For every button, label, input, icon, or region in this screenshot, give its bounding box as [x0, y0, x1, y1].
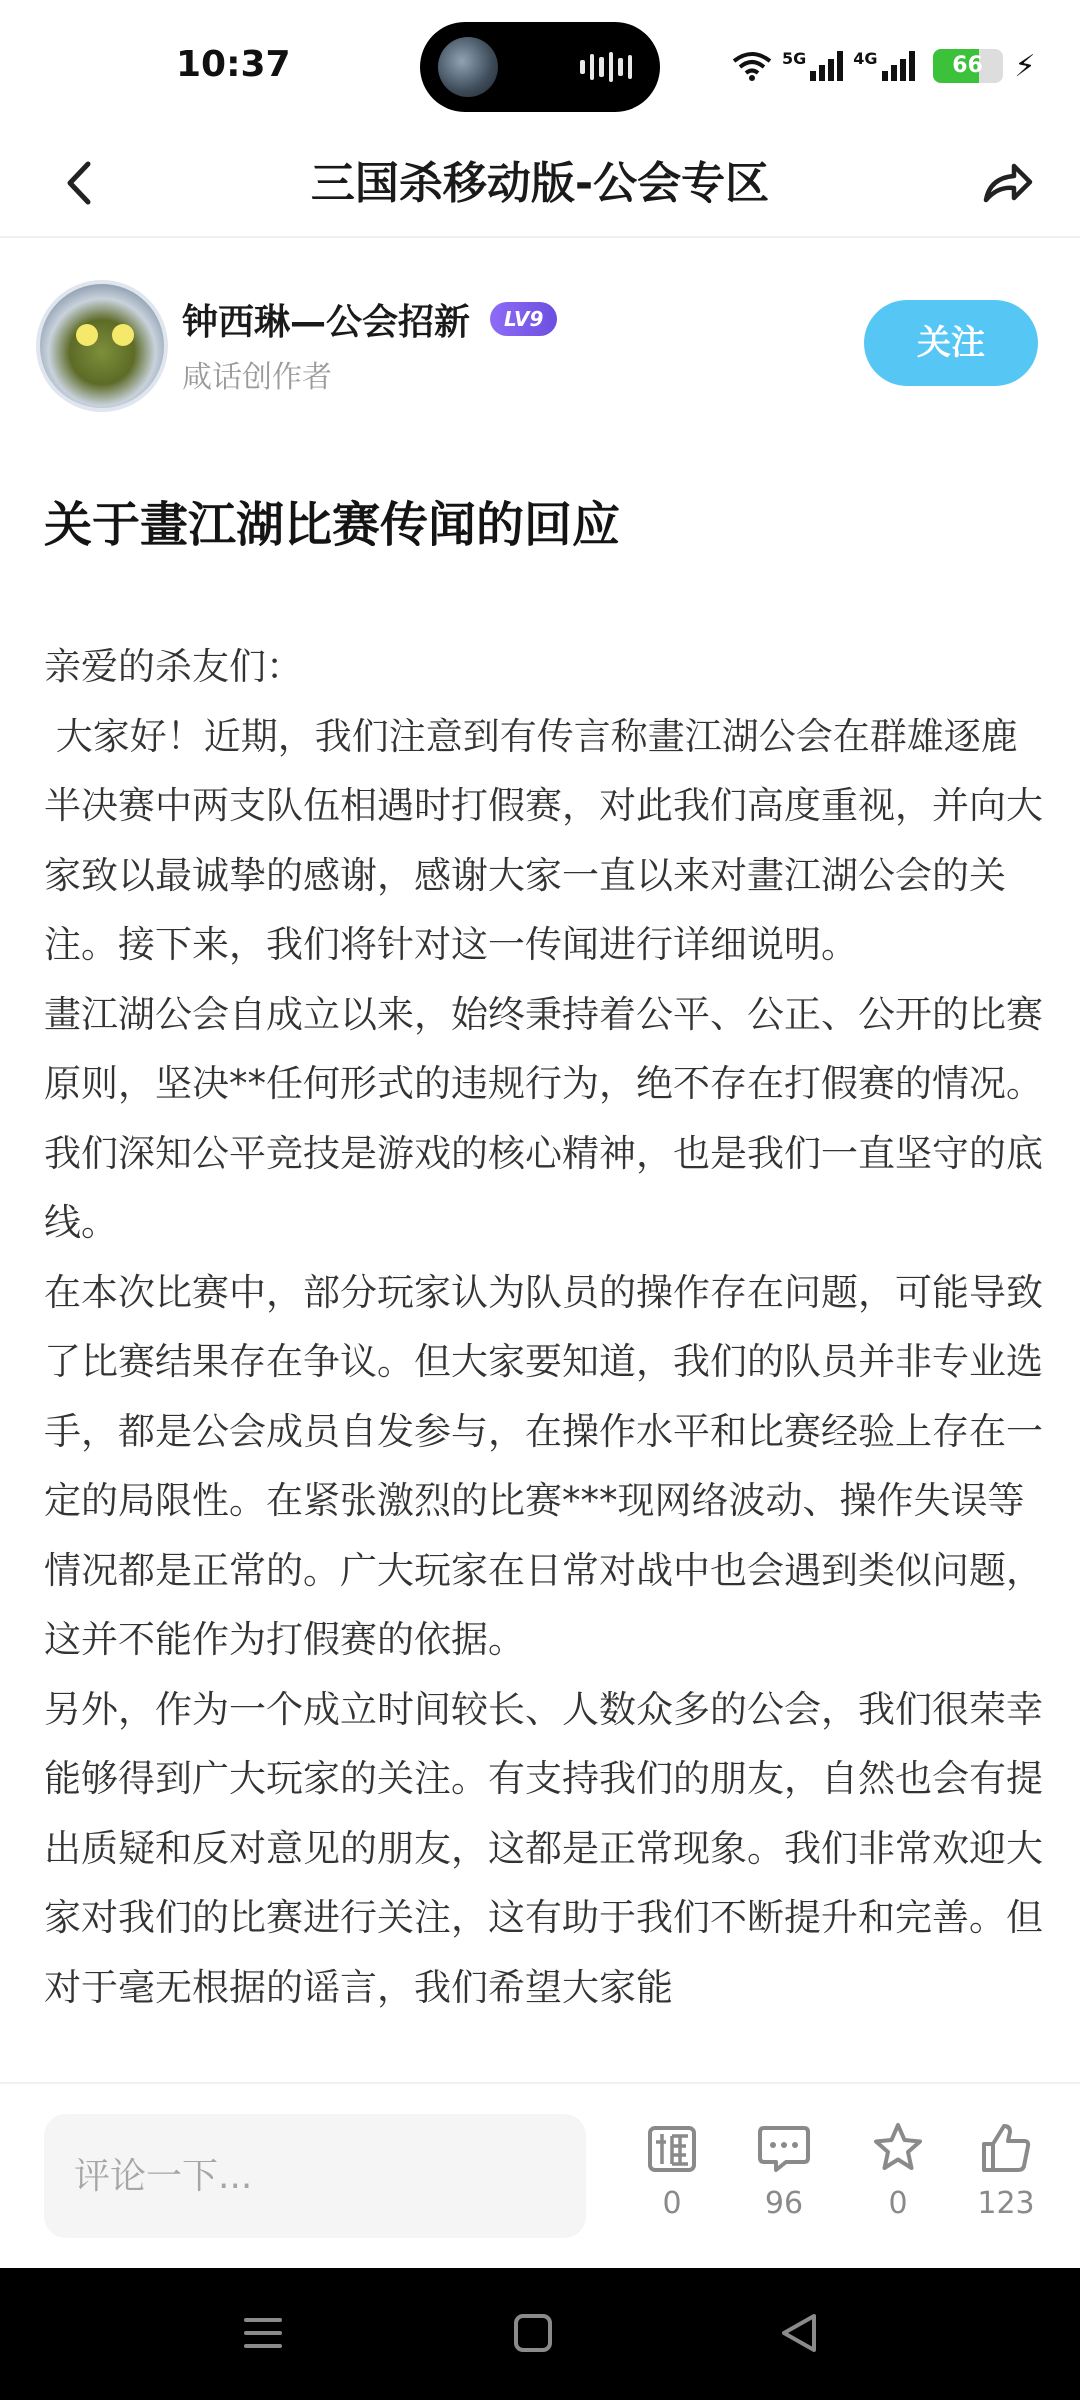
favorite-button[interactable] — [848, 2120, 948, 2240]
signal-icon — [810, 51, 843, 81]
author-name[interactable]: 钟西琳—公会招新 — [182, 302, 471, 343]
like-button[interactable] — [956, 2120, 1056, 2240]
dynamic-island[interactable] — [420, 22, 660, 112]
article-paragraph: 亲爱的杀友们： — [44, 645, 303, 688]
charging-icon: ⚡ — [1014, 48, 1036, 84]
follow-button[interactable]: 关注 — [864, 300, 1038, 386]
comment-icon — [756, 2120, 812, 2176]
share-button[interactable] — [972, 148, 1042, 218]
author-subtitle: 咸话创作者 — [182, 360, 332, 395]
recents-button[interactable] — [228, 2298, 298, 2368]
comment-button[interactable] — [734, 2120, 834, 2240]
favorite-count: 0 — [888, 2186, 908, 2221]
level-badge: LV9 — [490, 302, 557, 336]
audio-wave-icon — [580, 52, 632, 82]
back-button[interactable] — [46, 148, 116, 218]
menu-icon — [228, 2298, 298, 2368]
network-label-5g: 5G — [782, 48, 807, 68]
bottom-action-bar — [0, 2082, 1080, 2268]
recommend-icon — [644, 2120, 700, 2176]
comment-count: 96 — [764, 2186, 804, 2221]
home-button[interactable] — [498, 2298, 568, 2368]
network-label-4g: 4G — [853, 48, 878, 68]
chevron-left-icon — [46, 148, 116, 218]
thumbs-up-icon — [978, 2120, 1034, 2176]
status-time: 10:37 — [176, 44, 291, 85]
comment-input[interactable] — [44, 2114, 586, 2238]
article-paragraph: 在本次比赛中，部分玩家认为队员的操作存在问题，可能导致了比赛结果存在争议。但大家要知道，我们的队员并非专业选手，都是公会成员自发参与，在操作水平和比赛经验上存在一定的局限性。在紧张激烈的比赛***现网络波动、操作失误等情况都是正常的。广大玩家在日常对战中也会遇到类似问题，这并不能作为打假赛的依据。 — [44, 1270, 1043, 1661]
battery-icon — [933, 49, 1003, 83]
article-paragraph: 另外，作为一个成立时间较长、人数众多的公会，我们很荣幸能够得到广大玩家的关注。有支持我们的朋友，自然也会有提出质疑和反对意见的朋友，这都是正常现象。我们非常欢迎大家对我们的比赛进行关注，这有助于我们不断提升和完善。但对于毫无根据的谣言，我们希望大家能 — [44, 1687, 1043, 2009]
star-icon — [870, 2120, 926, 2176]
avatar[interactable] — [36, 280, 168, 412]
system-back-button[interactable] — [764, 2298, 834, 2368]
like-count: 123 — [977, 2186, 1035, 2221]
article-body — [44, 632, 1044, 2084]
share-arrow-icon — [972, 148, 1042, 218]
recommend-count: 0 — [662, 2186, 682, 2221]
wifi-icon — [732, 51, 772, 81]
battery-percent: 66 — [952, 53, 983, 78]
signal-icon-2 — [882, 51, 915, 81]
recommend-button[interactable] — [622, 2120, 722, 2240]
back-triangle-icon — [764, 2298, 834, 2368]
status-bar — [0, 0, 1080, 130]
article-paragraph: 畫江湖公会自成立以来，始终秉持着公平、公正、公开的比赛原则，坚决**任何形式的违规行为，绝不存在打假赛的情况。我们深知公平竞技是游戏的核心精神，也是我们一直坚守的底线。 — [44, 992, 1043, 1244]
page-title: 三国杀移动版-公会专区 — [310, 158, 770, 209]
system-nav-bar — [0, 2268, 1080, 2400]
article-title: 关于畫江湖比赛传闻的回应 — [44, 497, 621, 553]
home-icon — [498, 2298, 568, 2368]
author-row — [0, 270, 1080, 420]
status-indicators — [732, 46, 1036, 86]
media-thumbnail — [438, 37, 498, 97]
article-paragraph: 大家好！近期，我们注意到有传言称畫江湖公会在群雄逐鹿半决赛中两支队伍相遇时打假赛，对此我们高度重视，并向大家致以最诚挚的感谢，感谢大家一直以来对畫江湖公会的关注。接下来，我们将针对这一传闻进行详细说明。 — [44, 714, 1043, 966]
top-bar — [0, 130, 1080, 238]
